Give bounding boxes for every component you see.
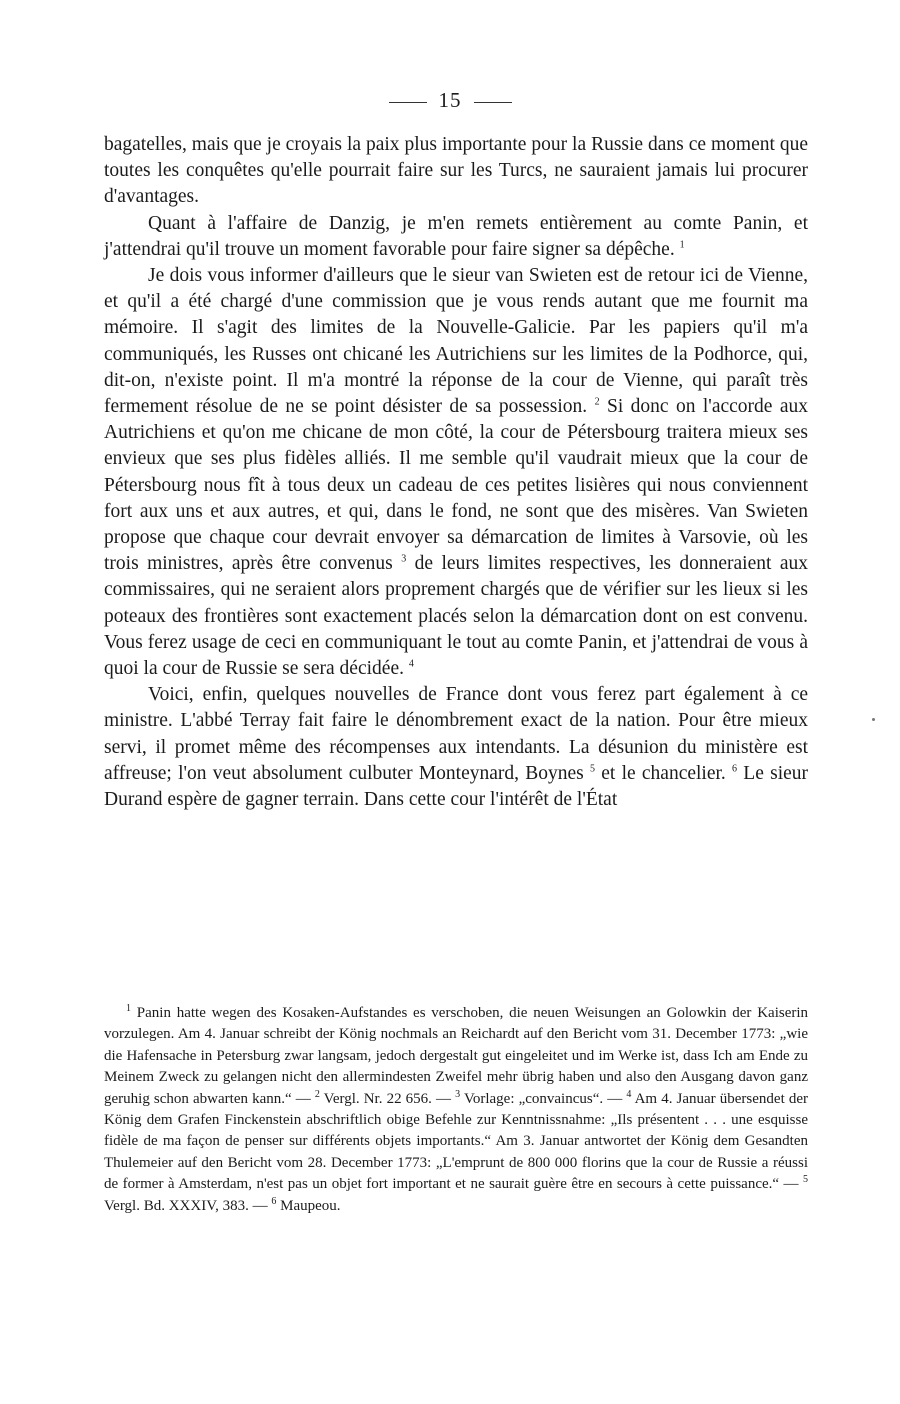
paragraph-3-text: Je dois vous informer d'ailleurs que le sieur van Swieten est de retour ici de Vienne, et qu'il a été chargé d'une commission que je vous rends autant que me fournit ma mémoire. Il s'agit des limites de la Nouvelle-Galicie. Par les papiers qu'il m'a communiqués, les Russes ont chicané les Autrichiens sur les limites de la Podhorce, qui, dit-on, n'existe point. Il m'a montré la réponse de la cour de Vienne, qui paraît très fermement résolue de ne se point désister de sa possession.: [104, 265, 808, 418]
footnote-ref-1: 1: [679, 239, 685, 251]
paragraph-4-continuation-1: et le chancelier.: [601, 762, 726, 784]
paragraph-4-text: Voici, enfin, quelques nouvelles de France dont vous ferez part également à ce ministre. L'abbé Terray fait faire le dénombrement exact de la nation. Pour être mieux servi, il promet même des récompenses aux intendants. La désunion du ministère est affreuse; l'on veut absolument culbuter Monteynard, Boynes: [104, 684, 808, 784]
footnote-5-text: Vergl. Bd. XXXIV, 383. —: [104, 1197, 268, 1214]
page-number: [0, 88, 900, 113]
footnote-6-text: Maupeou.: [280, 1197, 341, 1214]
footnote-1-marker: 1: [126, 1003, 131, 1014]
paragraph-4-continuation-2: Le sieur Durand espère de gagner terrain. Dans cette cour l'intérêt de l'État: [104, 762, 809, 811]
footnote-ref-6: 6: [732, 763, 738, 775]
footnote-3-text: Vorlage: „convaincus“. —: [463, 1090, 623, 1107]
paragraph-3-continuation-1: Si donc on l'accorde aux Autrichiens et qu'on me chicane de mon côté, la cour de Pétersbourg traitera mieux ses envieux que ses plus fidèles alliés. Il me semble qu'il vaudrait mieux que la cour de Pétersbourg nous fît à tous deux un cadeau de ces petites lisières qui nous conviennent fort aux uns et aux autres, et qui, dans le fond, ne sont que des misères. Van Swieten propose que chaque cour devrait envoyer sa démarcation de limites à Varsovie, où les trois ministres, après être convenus: [104, 396, 809, 575]
footnote-5-marker: 5: [803, 1174, 809, 1186]
page-number-text: 15: [438, 88, 462, 112]
paragraph-4: [104, 682, 808, 813]
paragraph-2: [104, 211, 808, 263]
footnote-4-text: Am 4. Januar übersendet der König dem Grafen Finckenstein abschriftlich obige Befehle zur Kenntnissnahme: „Ils présentent . . . une esquisse fidèle de ma façon de penser sur différents objets importants.“ Am 3. Januar antwortet der König dem Gesandten Thulemeier auf den Bericht vom 28. December 1773: „L'emprunt de 800 000 florins que la cour de Russie a réussi de former à Amsterdam, n'est pas un objet fort important et ne saurait guère être en secours à cette puissance.“ —: [104, 1090, 808, 1193]
footnote-3-marker: 3: [455, 1088, 461, 1100]
footnote-ref-5: 5: [590, 763, 596, 775]
paragraph-2-text: Quant à l'affaire de Danzig, je m'en remets entièrement au comte Panin, et j'attendrai qu'il trouve un moment favorable pour faire signer sa dépêche.: [104, 212, 808, 260]
footnote-1-text: Panin hatte wegen des Kosaken-Aufstandes es verschoben, die neuen Weisungen an Golowkin der Kaiserin vorzulegen. Am 4. Januar schreibt der König nochmals an Reichardt auf den Bericht vom 31. December 1773: „wie die Hafensache in Petersburg zwar langsam, jedoch dergestalt gut eingeleitet und im Werke ist, dass Ich am Ende zu Meinem Zweck zu gelangen nicht den allermindesten Zweifel mehr übrig haben und also den Ausgang davon ganz geruhig schon abwarten kann.“ —: [104, 1005, 809, 1107]
paragraph-1: [104, 132, 808, 211]
footnote-block: [104, 1003, 808, 1217]
footnote-ref-2: 2: [594, 396, 600, 408]
footnote-2-text: Vergl. Nr. 22 656. —: [323, 1090, 452, 1107]
footnote-6-marker: 6: [271, 1195, 277, 1207]
footnote-4-marker: 4: [626, 1088, 632, 1100]
footnotes: [104, 1003, 808, 1217]
paragraph-3: [104, 263, 808, 682]
paragraph-3-continuation-2: de leurs limites respectives, les donneraient aux commissaires, qui ne seraient alors proprement chargés que de vérifier sur les lieux si les poteaux des frontières sont exactement placés selon la démarcation dont on est convenu. Vous ferez usage de ceci en communiquant le tout au comte Panin, et j'attendrai de vous à quoi la cour de Russie se sera décidée.: [104, 553, 808, 680]
paragraph-1-text: bagatelles, mais que je croyais la paix plus importante pour la Russie dans ce moment que toutes les conquêtes qu'elle pourrait faire sur les Turcs, ne sauraient jamais lui procurer d'avantages.: [104, 134, 808, 208]
footnote-ref-3: 3: [401, 553, 407, 565]
page-number-right-rule: [474, 102, 512, 103]
scan-speck: [872, 718, 875, 721]
page-number-left-rule: [389, 102, 427, 103]
footnote-2-marker: 2: [314, 1088, 320, 1100]
footnote-ref-4: 4: [408, 658, 414, 670]
main-text: [104, 132, 808, 813]
